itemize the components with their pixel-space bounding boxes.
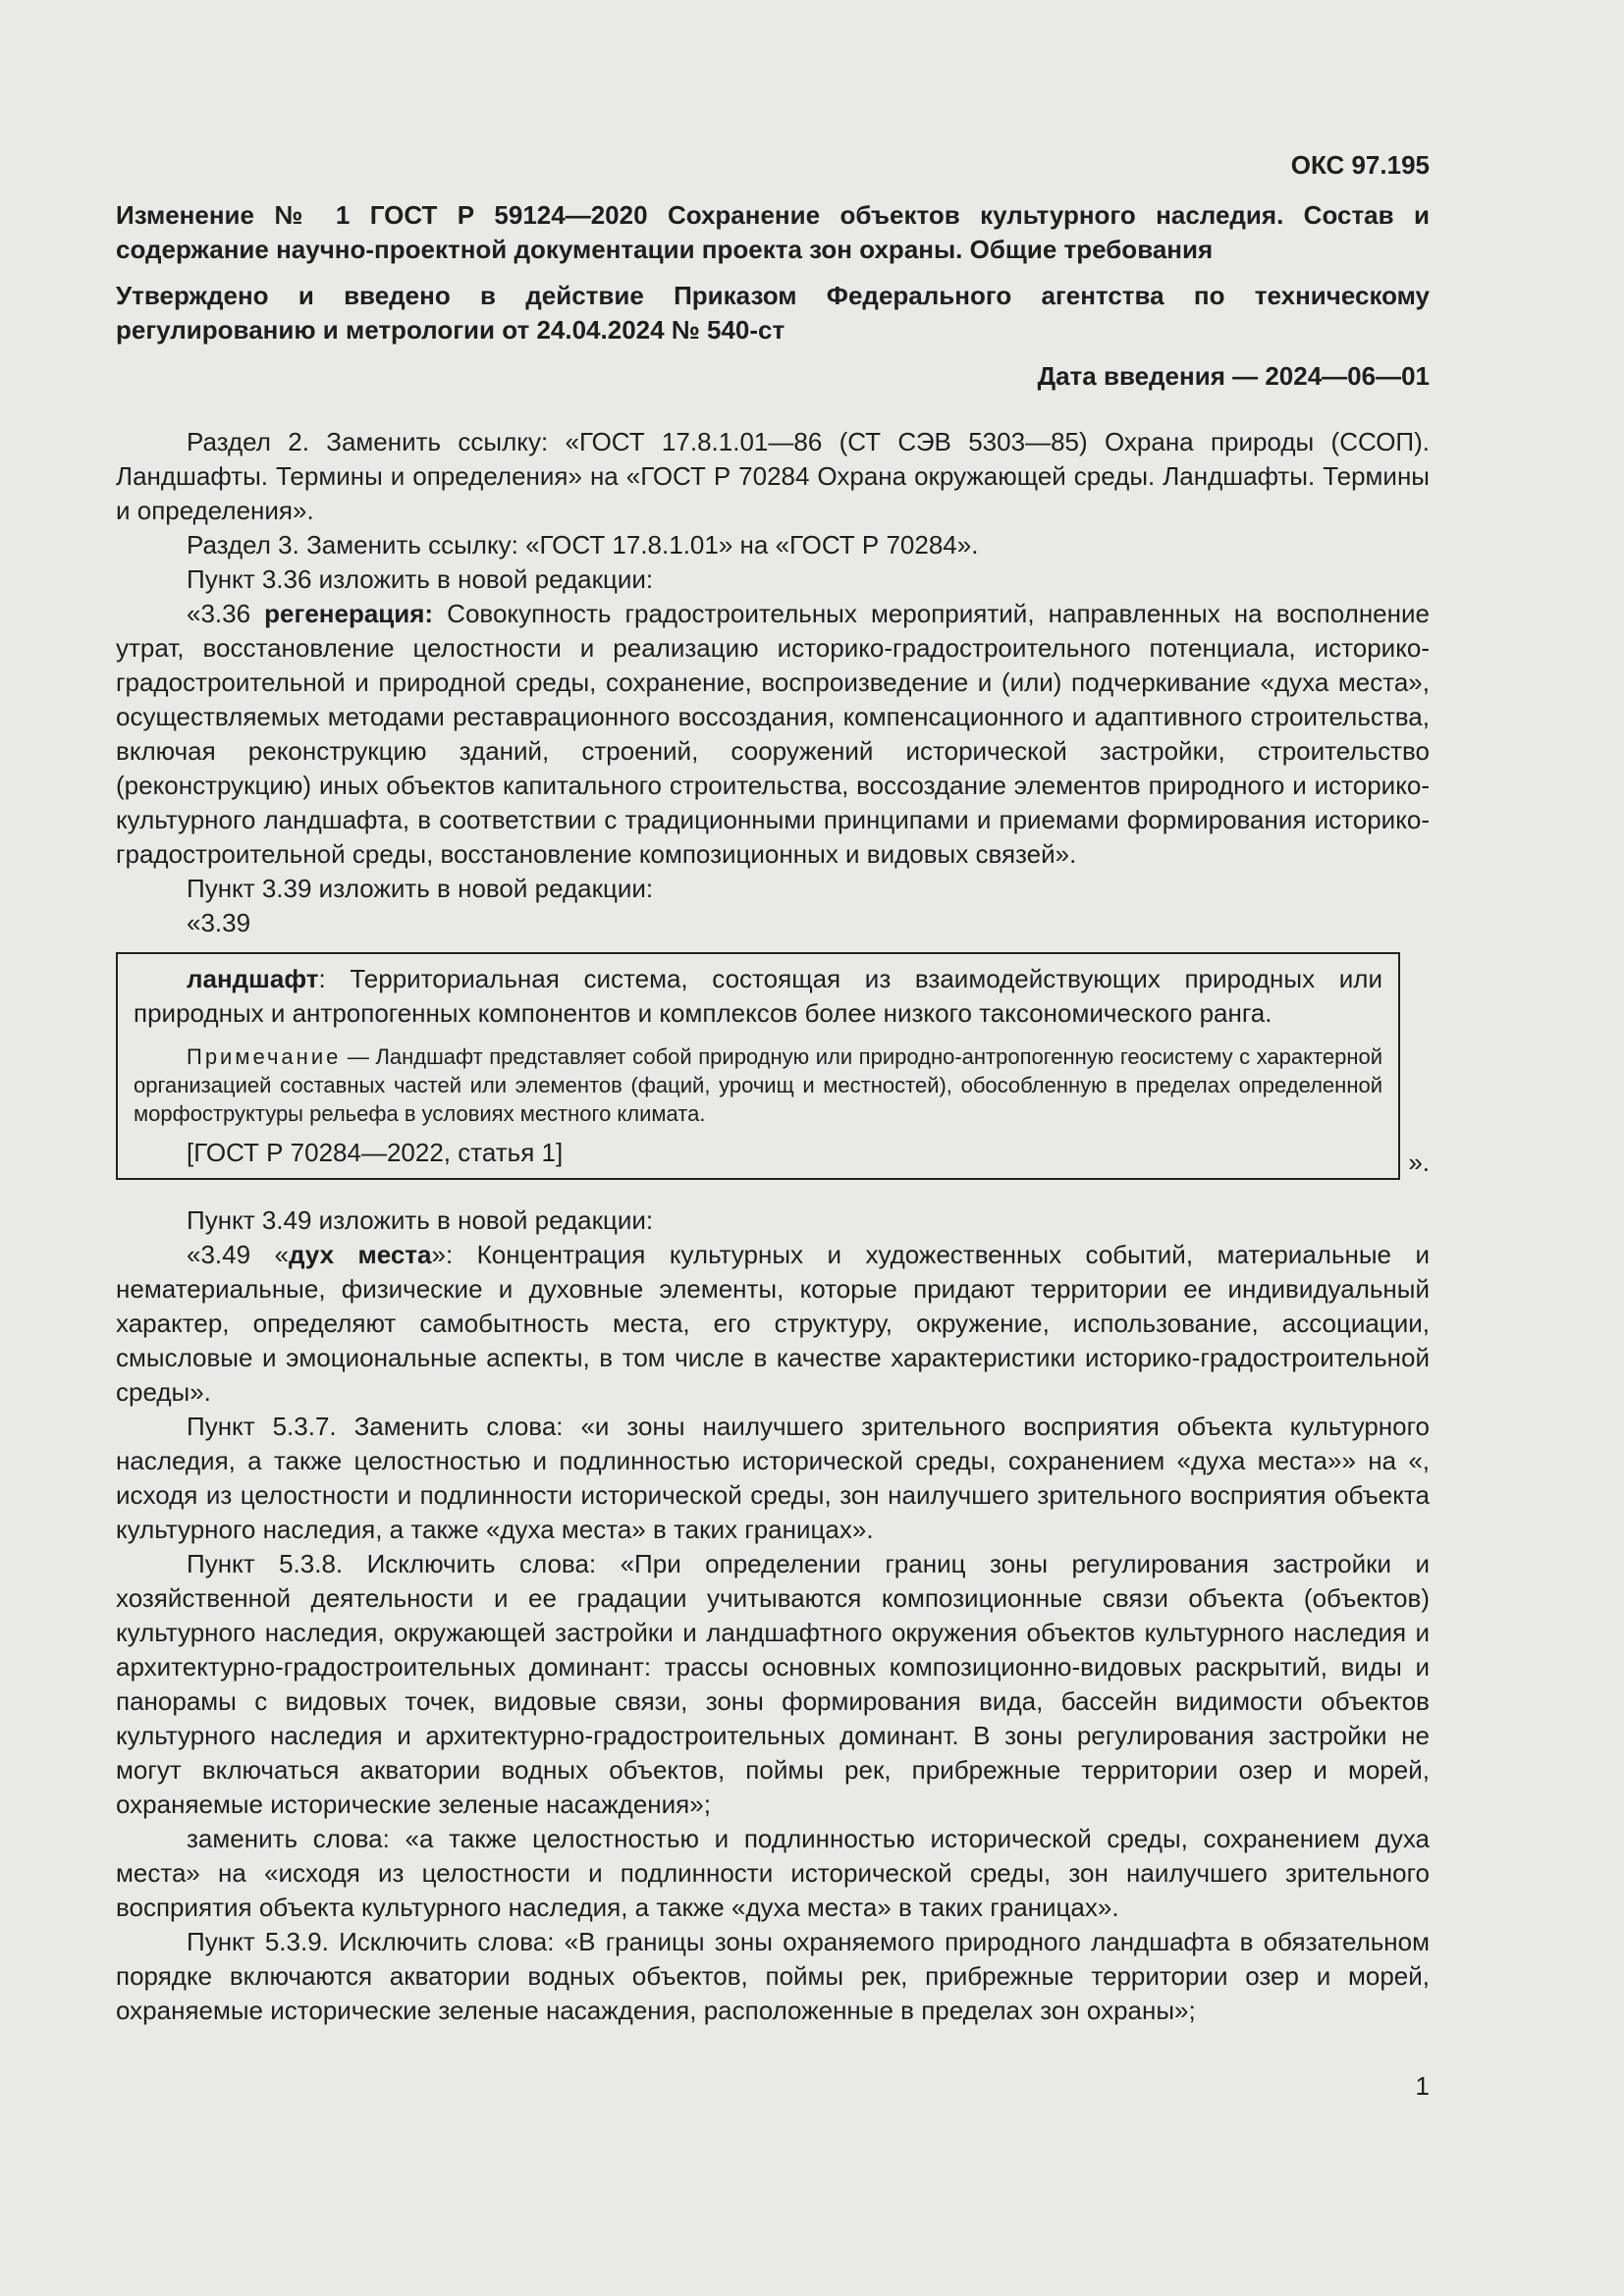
paragraph-item-5-3-8-replace: заменить слова: «а также целостностью и подлинностью исторической среды, сохранением духа места» на «исходя из целостности и подлинности исторической среды, зон наилучшего зрительного восприятия объекта культурного наследия, а также «духа места» в таких границах».	[116, 1824, 1430, 1922]
document-title: Изменение № 1 ГОСТ Р 59124—2020 Сохранение объектов культурного наследия. Состав и содержание научно-проектной документации проекта зон охраны. Общие требования	[116, 200, 1430, 264]
page-number: 1	[1415, 2071, 1430, 2101]
after-box-paragraphs	[116, 1203, 1430, 2028]
note-label: Примечание	[187, 1044, 342, 1069]
paragraph-item-3-49-intro: Пункт 3.49 изложить в новой редакции:	[187, 1205, 654, 1235]
page-content	[116, 147, 1430, 2028]
box-closing-quote: ».	[1408, 1148, 1430, 1177]
term-regeneration: регенерация:	[264, 599, 434, 628]
paragraph-section-3: Раздел 3. Заменить ссылку: «ГОСТ 17.8.1.01» на «ГОСТ Р 70284».	[187, 530, 979, 560]
definition-box-wrapper	[116, 952, 1430, 1180]
box-definition-text: : Территориальная система, состоящая из взаимодействующих природных или природных и антропогенных компонентов и комплексов более низкого таксономического ранга.	[134, 964, 1382, 1028]
approval-statement: Утверждено и введено в действие Приказом Федерального агентства по техническому регулированию и метрологии от 24.04.2024 № 540-ст	[116, 281, 1430, 345]
paragraph-item-3-36-intro: Пункт 3.36 изложить в новой редакции:	[187, 564, 654, 594]
box-note	[134, 1042, 1382, 1128]
term-spirit-of-place: дух места	[288, 1240, 432, 1269]
paragraph-item-3-49-definition	[116, 1238, 1430, 1410]
amendment-body	[116, 425, 1430, 2028]
definition-number: «3.36	[187, 599, 265, 628]
paragraph-section-2: Раздел 2. Заменить ссылку: «ГОСТ 17.8.1.01—86 (СТ СЭВ 5303—85) Охрана природы (ССОП). Ландшафты. Термины и определения» на «ГОСТ Р 70284 Охрана окружающей среды. Ландшафты. Термины и определения».	[116, 427, 1430, 525]
paragraph-item-3-39-intro: Пункт 3.39 изложить в новой редакции:	[187, 874, 654, 903]
box-definition	[134, 962, 1382, 1031]
box-source: [ГОСТ Р 70284—2022, статья 1]	[187, 1138, 564, 1167]
definition-text: Совокупность градостроительных мероприятий, направленных на восполнение утрат, восстановление целостности и реализацию историко-градостроительного потенциала, историко-градостроительной и природной среды, сохранение, воспроизведение и (или) подчеркивание «духа места», осуществляемых методами реставрационного воссоздания, компенсационного и адаптивного строительства, включая реконструкцию зданий, строений, сооружений исторической застройки, строительство (реконструкцию) иных объектов капитального строительства, воссоздание элементов природного и историко-культурного ландшафта, в соответствии с традиционными принципами и приемами формирования историко-градостроительной среды, восстановление композиционных и видовых связей».	[116, 599, 1430, 869]
definition-text-3-49: »: Концентрация культурных и художественных событий, материальные и нематериальные, физические и духовные элементы, которые придают территории ее индивидуальный характер, определяют самобытность места, его структуру, окружение, использование, ассоциации, смысловые и эмоциональные аспекты, в том числе в качестве характеристики историко-градостроительной среды».	[116, 1240, 1430, 1407]
effective-date: Дата введения — 2024—06—01	[1037, 361, 1430, 391]
paragraph-item-5-3-7: Пункт 5.3.7. Заменить слова: «и зоны наилучшего зрительного восприятия объекта культурного наследия, а также целостностью и подлинностью исторической среды, сохранением «духа места»» на «, исходя из целостности и подлинности исторической среды, зон наилучшего зрительного восприятия объекта культурного наследия, а также «духа места» в таких границах».	[116, 1412, 1430, 1544]
oks-code: ОКС 97.195	[1290, 150, 1430, 180]
note-text: — Ландшафт представляет собой природную или природно-антропогенную геосистему с характерной организацией составных частей или элементов (фаций, урочищ и местностей), обособленную в пределах определенной морфоструктуры рельефа в условиях местного климата.	[134, 1044, 1382, 1126]
definition-box-landscape	[116, 952, 1400, 1180]
definition-number-3-49: «3.49 «	[187, 1240, 289, 1269]
paragraph-item-5-3-8: Пункт 5.3.8. Исключить слова: «При определении границ зоны регулирования застройки и хозяйственной деятельности и ее градации учитываются композиционные связи объекта (объектов) культурного наследия, окружающей застройки и ландшафтного окружения объектов культурного наследия и архитектурно-градостроительных доминант: трассы основных композиционно-видовых раскрытий, виды и панорамы с видовых точек, видовые связи, зоны формирования вида, бассейн видимости объектов культурного наследия и архитектурно-градостроительных доминант. В зоны регулирования застройки не могут включаться акватории водных объектов, поймы рек, прибрежные территории озер и морей, охраняемые исторические зеленые насаждения»;	[116, 1549, 1430, 1819]
paragraph-item-5-3-9: Пункт 5.3.9. Исключить слова: «В границы зоны охраняемого природного ландшафта в обязательном порядке включаются акватории водных объектов, поймы рек, прибрежные территории озер и морей, охраняемые исторические зеленые насаждения, расположенные в пределах зон охраны»;	[116, 1927, 1430, 2025]
term-landscape: ландшафт	[187, 964, 319, 993]
paragraph-item-3-39-number: «3.39	[187, 908, 251, 937]
paragraph-item-3-36-definition	[116, 597, 1430, 872]
